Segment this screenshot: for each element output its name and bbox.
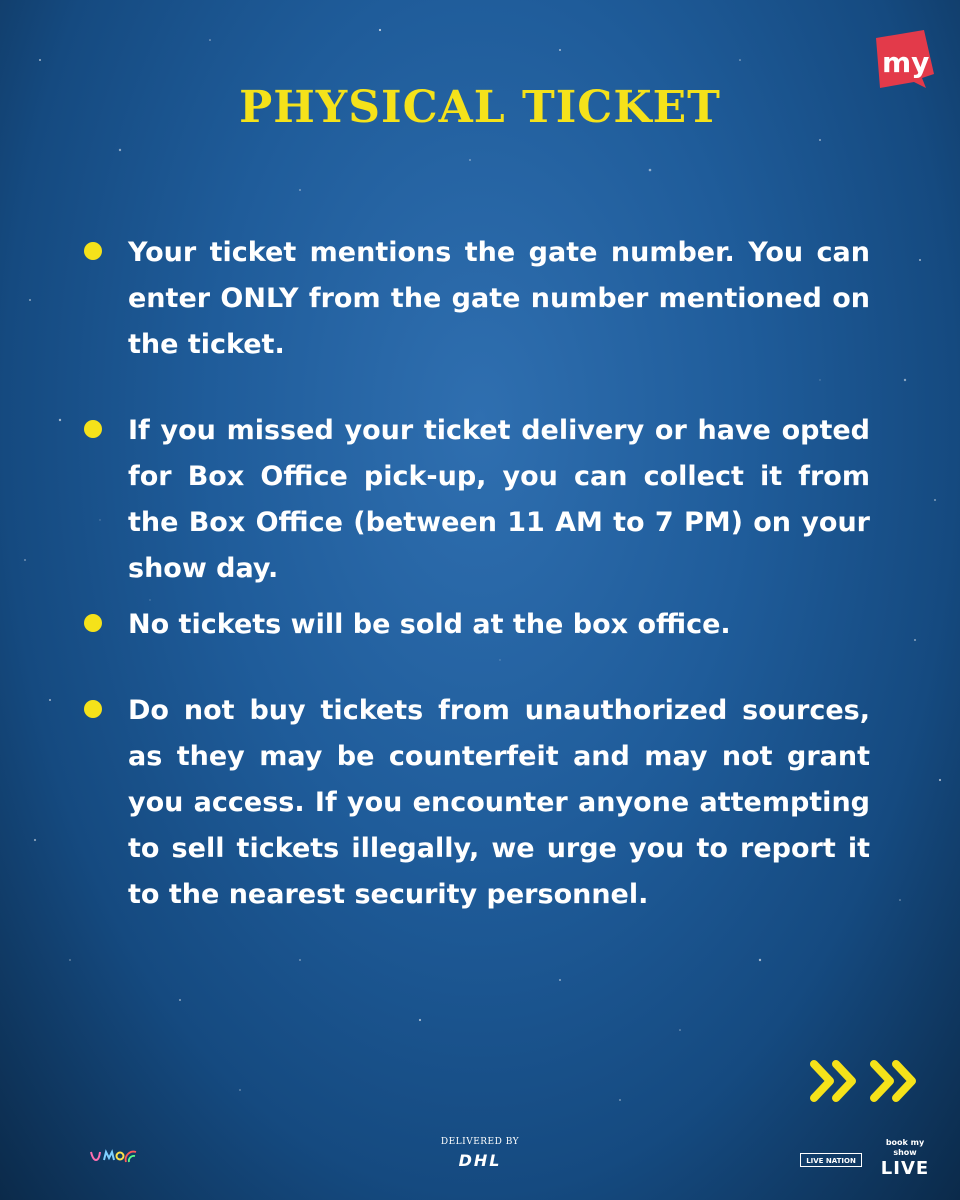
bms-live-top-text: book my show: [885, 1138, 925, 1157]
sponsor-logo-icon: [88, 1144, 138, 1166]
live-nation-logo: LIVE NATION: [800, 1153, 862, 1167]
bullet-dot-icon: [84, 242, 102, 260]
bms-live-bottom-text: LIVE: [880, 1158, 930, 1179]
bullet-text: If you missed your ticket delivery or have opted for Box Office pick-up, you can collect it from the Box Office (between 11 AM to 7 PM) on your show day.: [128, 415, 870, 584]
bullet-text: No tickets will be sold at the box office.: [128, 609, 731, 640]
page-title: PHYSICAL TICKET: [239, 82, 721, 133]
double-chevron-right-icon[interactable]: [806, 1056, 922, 1106]
bookmyshow-logo: [868, 30, 934, 92]
dhl-logo: DHL: [458, 1151, 502, 1170]
delivered-by-label: DELIVERED BY: [440, 1137, 520, 1147]
bookmyshow-live-logo: [880, 1138, 930, 1179]
bullet-dot-icon: [84, 614, 102, 632]
bullet-text: Your ticket mentions the gate number. You can enter ONLY from the gate number mentioned on the ticket.: [128, 237, 870, 360]
svg-text:my: my: [882, 46, 930, 79]
bullet-dot-icon: [84, 700, 102, 718]
bullet-text: Do not buy tickets from unauthorized sources, as they may be counterfeit and may not grant you access. If you encounter anyone attempting to sell tickets illegally, we urge you to report it to the nearest security personnel.: [128, 695, 870, 910]
bullet-dot-icon: [84, 420, 102, 438]
